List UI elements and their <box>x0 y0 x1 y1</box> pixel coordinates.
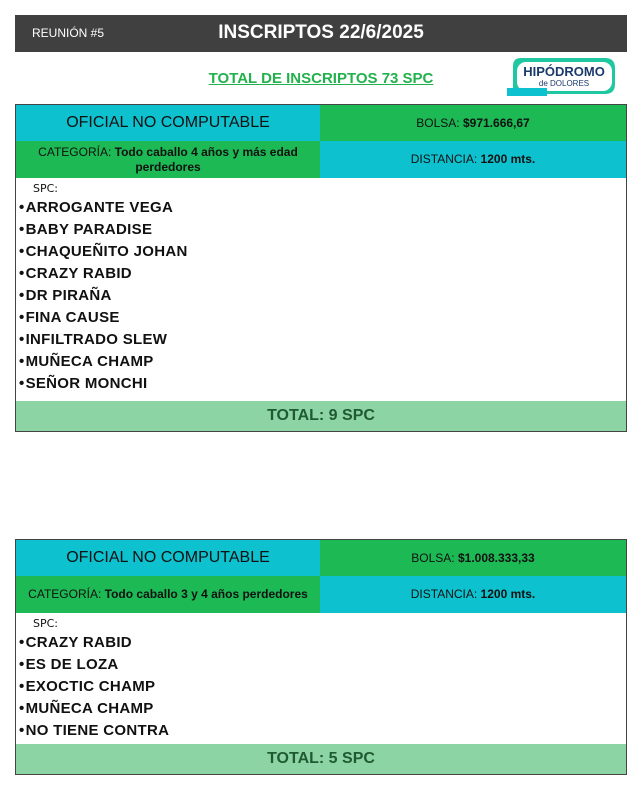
bullet-icon: • <box>19 722 25 739</box>
horse-entry <box>19 654 626 676</box>
horse-name: MUÑECA CHAMP <box>25 700 154 717</box>
category-value: Todo caballo 3 y 4 años perdedores <box>104 587 308 601</box>
horse-list <box>16 197 626 395</box>
page-title: INSCRIPTOS 22/6/2025 <box>218 22 424 43</box>
horse-name: EXOCTIC CHAMP <box>25 678 156 695</box>
horse-entry <box>19 263 626 285</box>
purse-value: $1.008.333,33 <box>457 550 535 565</box>
bullet-icon: • <box>19 353 25 370</box>
horse-entry <box>19 632 626 654</box>
svg-text:HIPÓDROMO: HIPÓDROMO <box>523 64 605 79</box>
horse-entry <box>19 373 626 395</box>
distance <box>320 141 626 178</box>
meeting-number: REUNIÓN #5 <box>32 26 105 40</box>
bullet-icon: • <box>19 656 25 673</box>
purse <box>320 105 626 141</box>
bullet-icon: • <box>19 375 25 392</box>
horse-entry <box>19 197 626 219</box>
purse <box>320 540 626 576</box>
horse-name: FINA CAUSE <box>25 309 120 326</box>
header-bar <box>15 15 627 52</box>
horse-entry <box>19 676 626 698</box>
bullet-icon: • <box>19 309 25 326</box>
bullet-icon: • <box>19 221 25 238</box>
bullet-icon: • <box>19 199 25 216</box>
bullet-icon: • <box>19 265 25 282</box>
race-condition: OFICIAL NO COMPUTABLE <box>16 105 320 141</box>
horse-name: CHAQUEÑITO JOHAN <box>25 243 188 260</box>
spc-label: SPC: <box>33 617 59 630</box>
total-entries-link: TOTAL DE INSCRIPTOS 73 SPC <box>208 70 434 87</box>
category-label: CATEGORÍA: <box>28 587 102 601</box>
horse-entry <box>19 307 626 329</box>
horse-name: MUÑECA CHAMP <box>25 353 154 370</box>
horse-name: INFILTRADO SLEW <box>25 331 168 348</box>
race-total: TOTAL: 5 SPC <box>16 744 626 774</box>
bullet-icon: • <box>19 700 25 717</box>
hipodromo-dolores-logo <box>507 54 619 98</box>
bullet-icon: • <box>19 243 25 260</box>
distance-value: 1200 mts. <box>480 587 536 601</box>
horse-entry <box>19 351 626 373</box>
category-value: Todo caballo 4 años y más edad perdedores <box>114 144 298 174</box>
bullet-icon: • <box>19 287 25 304</box>
horse-name: CRAZY RABID <box>25 265 132 282</box>
horse-name: BABY PARADISE <box>25 221 153 238</box>
horse-list <box>16 632 626 742</box>
purse-label: BOLSA: <box>416 115 460 130</box>
category <box>16 141 320 178</box>
category <box>16 576 320 613</box>
horse-entry <box>19 329 626 351</box>
race-card-1 <box>15 104 627 432</box>
spc-label: SPC: <box>33 182 59 195</box>
horse-name: SEÑOR MONCHI <box>25 375 148 392</box>
horse-name: ARROGANTE VEGA <box>25 199 174 216</box>
distance-value: 1200 mts. <box>480 152 536 166</box>
horse-entry <box>19 698 626 720</box>
category-label: CATEGORÍA: <box>38 144 112 159</box>
horse-name: ES DE LOZA <box>25 656 119 673</box>
horse-entry <box>19 241 626 263</box>
horse-entry <box>19 219 626 241</box>
race-condition: OFICIAL NO COMPUTABLE <box>16 540 320 576</box>
race-card-2 <box>15 539 627 775</box>
purse-value: $971.666,67 <box>462 115 530 130</box>
distance-label: DISTANCIA: <box>410 152 478 166</box>
bullet-icon: • <box>19 634 25 651</box>
horse-name: NO TIENE CONTRA <box>25 722 170 739</box>
bullet-icon: • <box>19 331 25 348</box>
horse-name: CRAZY RABID <box>25 634 132 651</box>
distance <box>320 576 626 613</box>
svg-text:de DOLORES: de DOLORES <box>538 79 590 88</box>
distance-label: DISTANCIA: <box>410 587 478 601</box>
horse-name: DR PIRAÑA <box>25 287 112 304</box>
bullet-icon: • <box>19 678 25 695</box>
horse-entry <box>19 285 626 307</box>
purse-label: BOLSA: <box>411 550 455 565</box>
horse-entry <box>19 720 626 742</box>
race-total: TOTAL: 9 SPC <box>16 401 626 431</box>
